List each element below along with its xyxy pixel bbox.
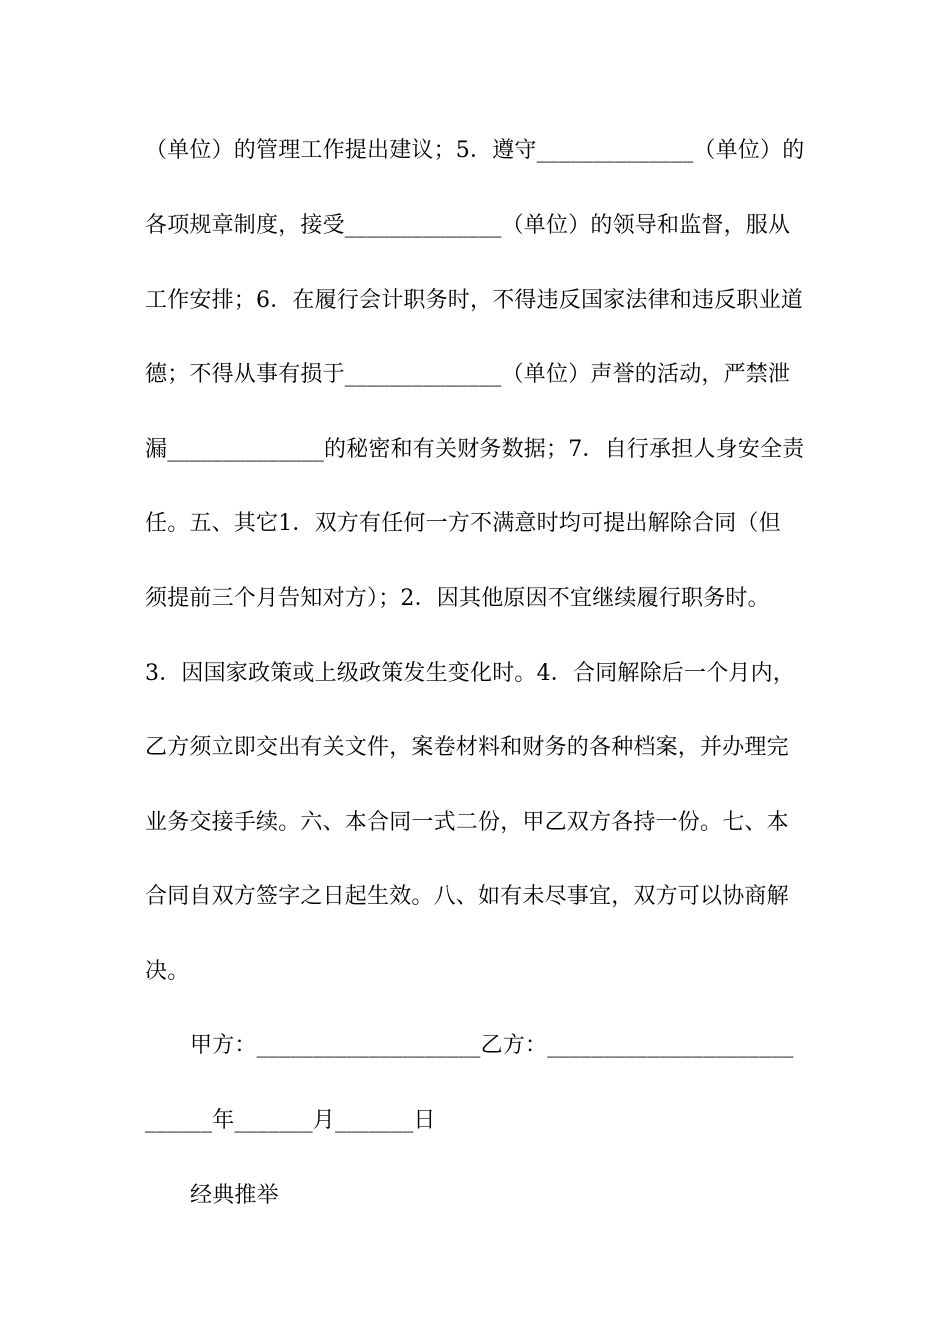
body-line-11: 合同自双方签字之日起生效。八、如有未尽事宜，双方可以协商解 <box>145 884 789 909</box>
body-line-12: 决。 <box>145 959 190 984</box>
recommend-heading: 经典推举 <box>190 1183 279 1208</box>
body-line-2: 各项规章制度，接受______________（单位）的领导和监督，服从 <box>145 213 791 238</box>
body-line-5: 漏______________的秘密和有关财务数据；7．自行承担人身安全责 <box>145 437 805 462</box>
date-line: ______年_______月_______日 <box>145 1108 436 1133</box>
body-line-4: 德；不得从事有损于______________（单位）声誉的活动，严禁泄 <box>145 362 791 387</box>
body-line-7: 须提前三个月告知对方）；2．因其他原因不宜继续履行职务时。 <box>145 586 770 611</box>
body-line-1: （单位）的管理工作提出建议；5．遵守______________（单位）的 <box>145 138 805 163</box>
body-line-3: 工作安排；6．在履行会计职务时，不得违反国家法律和违反职业道 <box>145 288 803 313</box>
body-line-9: 乙方须立即交出有关文件，案卷材料和财务的各种档案，并办理完 <box>145 735 789 760</box>
signature-line: 甲方：____________________乙方：______________________ <box>190 1033 794 1058</box>
body-line-8: 3．因国家政策或上级政策发生变化时。4．合同解除后一个月内， <box>145 661 795 686</box>
body-line-6: 任。五、其它1．双方有任何一方不满意时均可提出解除合同（但 <box>145 511 781 536</box>
body-line-10: 业务交接手续。六、本合同一式二份，甲乙双方各持一份。七、本 <box>145 810 789 835</box>
